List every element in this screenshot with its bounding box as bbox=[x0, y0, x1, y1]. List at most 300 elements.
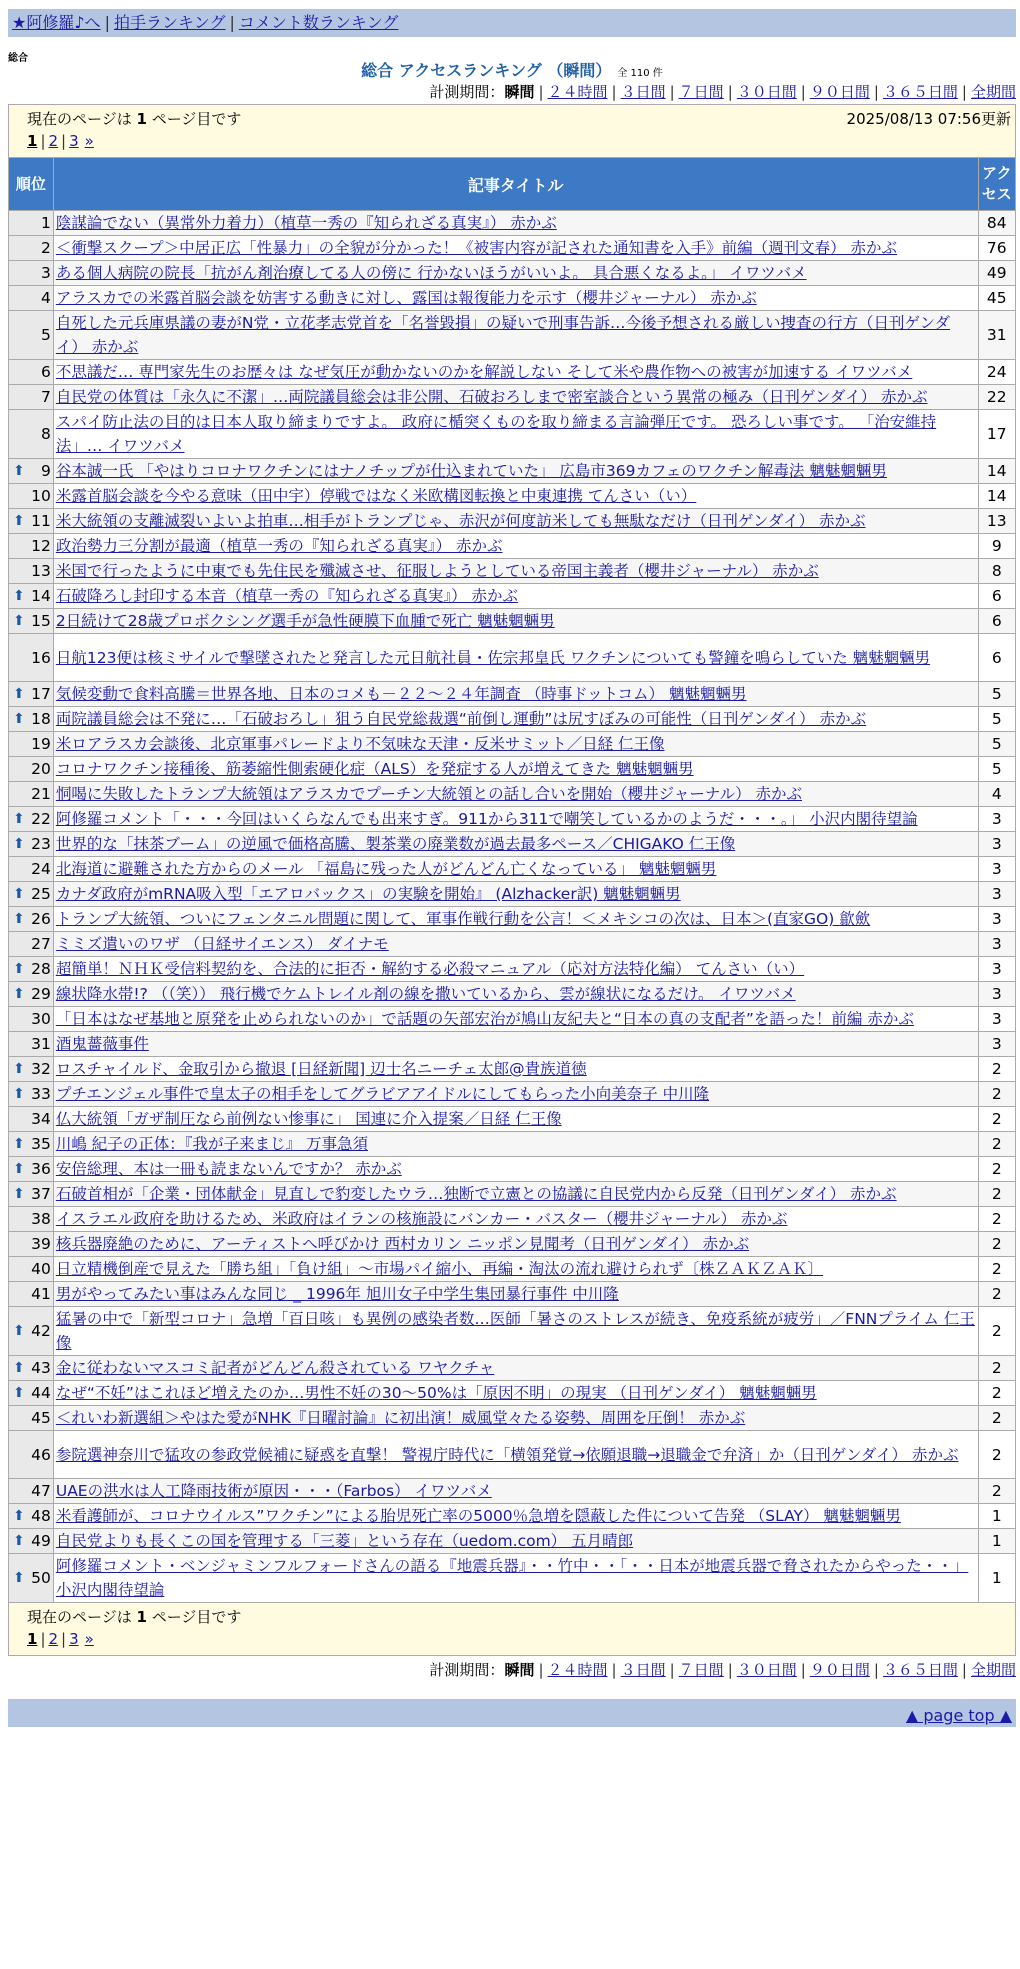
rank-number: 19 bbox=[31, 735, 51, 753]
period-link[interactable]: ７日間 bbox=[678, 1661, 724, 1679]
title-cell bbox=[53, 1282, 978, 1307]
arrow-up-icon: ⬆ bbox=[13, 961, 25, 977]
title-cell bbox=[53, 982, 978, 1007]
rank-number: 10 bbox=[31, 487, 51, 505]
page-info-top bbox=[8, 104, 1016, 157]
title-cell bbox=[53, 757, 978, 782]
rank-number: 30 bbox=[31, 1010, 51, 1028]
table-row bbox=[9, 857, 1016, 882]
access-count: 45 bbox=[978, 286, 1015, 311]
rank-cell bbox=[9, 609, 54, 634]
rank-cell bbox=[9, 882, 54, 907]
table-row bbox=[9, 1406, 1016, 1431]
title-cell bbox=[53, 1257, 978, 1282]
rank-number: 18 bbox=[31, 710, 51, 728]
access-count: 9 bbox=[978, 534, 1015, 559]
access-count: 49 bbox=[978, 261, 1015, 286]
table-row bbox=[9, 1132, 1016, 1157]
article-link[interactable]: 線状降水帯!? （（笑）） 飛行機でケムトレイル剤の線を撒いているから、雲が線状になるだけ。 イワツバメ bbox=[55, 985, 796, 1003]
title-cell bbox=[53, 1132, 978, 1157]
separator: | bbox=[40, 1630, 46, 1648]
article-link[interactable]: 男がやってみたい事はみんな同じ _ 1996年 旭川女子中学生集団暴行事件 中川隆 bbox=[55, 1285, 619, 1303]
table-row bbox=[9, 957, 1016, 982]
access-count: 3 bbox=[978, 982, 1015, 1007]
separator: | bbox=[669, 83, 675, 101]
article-link[interactable]: 気候変動で食料高騰＝世界各地、日本のコメも－２２～２４年調査 （時事ドットコム） 魑魅魍魎男 bbox=[55, 685, 747, 703]
article-link[interactable]: ある個人病院の院長「抗がん剤治療してる人の傍に 行かないほうがいいよ。 具合悪くなるよ。」 イワツバメ bbox=[55, 264, 807, 282]
title-cell bbox=[53, 957, 978, 982]
rank-cell bbox=[9, 1431, 54, 1479]
rank-cell bbox=[9, 385, 54, 410]
separator: | bbox=[800, 1661, 806, 1679]
ranking-table bbox=[8, 157, 1016, 1603]
article-link[interactable]: 両院議員総会は不発に…「石破おろし」狙う自民党総裁選“前倒し運動”は尻すぼみの可能性（日刊ゲンダイ） 赤かぶ bbox=[55, 710, 867, 728]
arrow-up-icon: ⬆ bbox=[13, 613, 25, 629]
table-row bbox=[9, 385, 1016, 410]
arrow-up-icon: ⬆ bbox=[13, 1161, 25, 1177]
rank-cell bbox=[9, 1479, 54, 1504]
article-link[interactable]: 自死した元兵庫県議の妻がN党・立花孝志党首を「名誉毀損」の疑いで刑事告訴…今後予想される厳しい捜査の行方（日刊ゲンダイ） 赤かぶ bbox=[55, 314, 951, 356]
clap-ranking-link[interactable]: 拍手ランキング bbox=[113, 13, 226, 32]
article-link[interactable]: 石破首相が「企業・団体献金」見直しで豹変したウラ…独断で立憲との協議に自民党内から反発（日刊ゲンダイ） 赤かぶ bbox=[55, 1185, 897, 1203]
updated-time: 2025/08/13 07:56更新 bbox=[846, 110, 1011, 128]
access-count: 2 bbox=[978, 1057, 1015, 1082]
table-row bbox=[9, 534, 1016, 559]
access-count: 4 bbox=[978, 782, 1015, 807]
rank-cell bbox=[9, 807, 54, 832]
table-row bbox=[9, 1356, 1016, 1381]
rank-number: 2 bbox=[40, 239, 51, 257]
rank-number: 35 bbox=[31, 1135, 51, 1153]
article-link[interactable]: 米ロアラスカ会談後、北京軍事パレードより不気味な天津・反米サミット／日経 仁王像 bbox=[55, 735, 665, 753]
rank-cell bbox=[9, 1157, 54, 1182]
arrow-up-icon: ⬆ bbox=[13, 811, 25, 827]
page-link[interactable]: 1 bbox=[27, 1630, 38, 1648]
table-row bbox=[9, 682, 1016, 707]
article-link[interactable]: ＜れいわ新選組＞やはた愛がNHK『日曜討論』に初出演！威風堂々たる姿勢、周囲を圧倒！ 赤かぶ bbox=[55, 1409, 746, 1427]
rank-number: 23 bbox=[31, 835, 51, 853]
article-link[interactable]: 日航123便は核ミサイルで撃墜されたと発言した元日航社員・佐宗邦皇氏 ワクチンについても警鐘を鳴らしていた 魑魅魍魎男 bbox=[55, 648, 931, 667]
period-link[interactable]: 全期間 bbox=[970, 83, 1016, 101]
rank-number: 44 bbox=[31, 1384, 51, 1402]
title-cell bbox=[53, 236, 978, 261]
access-count: 6 bbox=[978, 584, 1015, 609]
rank-number: 7 bbox=[40, 388, 51, 406]
table-row bbox=[9, 311, 1016, 360]
page-link[interactable]: 3 bbox=[69, 132, 79, 150]
access-count: 3 bbox=[978, 907, 1015, 932]
arrow-up-icon: ⬆ bbox=[13, 1533, 25, 1549]
article-link[interactable]: 米大統領の支離滅裂いよいよ拍車…相手がトランプじゃ、赤沢が何度訪米しても無駄なだけ（日刊ゲンダイ） 赤かぶ bbox=[55, 512, 866, 530]
article-link[interactable]: 「日本はなぜ基地と原発を止められないのか」で話題の矢部宏治が鳩山友紀夫と“日本の真の支配者”を語った！前編 赤かぶ bbox=[55, 1010, 914, 1028]
title-cell bbox=[53, 1107, 978, 1132]
rank-cell bbox=[9, 832, 54, 857]
access-count: 2 bbox=[978, 1207, 1015, 1232]
rank-cell bbox=[9, 707, 54, 732]
table-row bbox=[9, 932, 1016, 957]
rank-number: 50 bbox=[31, 1569, 51, 1587]
access-count: 3 bbox=[978, 857, 1015, 882]
article-link[interactable]: UAEの洪水は人工降雨技術が原因・・・（Farbos） イワツバメ bbox=[55, 1482, 492, 1500]
rank-number: 15 bbox=[31, 612, 51, 630]
period-link[interactable]: ９０日間 bbox=[809, 83, 870, 101]
access-count: 2 bbox=[978, 1282, 1015, 1307]
rank-number: 25 bbox=[31, 885, 51, 903]
period-selector bbox=[8, 1659, 1016, 1682]
rank-number: 32 bbox=[31, 1060, 51, 1078]
page-link[interactable]: 1 bbox=[27, 132, 38, 150]
article-link[interactable]: 超簡単！ＮＨＫ受信料契約を、合法的に拒否・解約する必殺マニュアル（応対方法特化編） てんさい（い） bbox=[55, 960, 805, 978]
title-cell bbox=[53, 634, 978, 682]
article-link[interactable]: 2日続けて28歳プロボクシング選手が急性硬膜下血腫で死亡 魑魅魍魎男 bbox=[55, 612, 555, 630]
title-cell bbox=[53, 410, 978, 459]
table-row bbox=[9, 1529, 1016, 1554]
separator: | bbox=[538, 83, 544, 101]
table-row bbox=[9, 509, 1016, 534]
access-count: 76 bbox=[978, 236, 1015, 261]
rank-cell bbox=[9, 732, 54, 757]
rank-cell bbox=[9, 857, 54, 882]
access-count: 6 bbox=[978, 609, 1015, 634]
rank-cell bbox=[9, 1182, 54, 1207]
article-link[interactable]: 阿修羅コメント・ベンジャミンフルフォードさんの語る『地震兵器』・・竹中・・「・・日本が地震兵器で脅されたからやった・・」 小沢内閣待望論 bbox=[55, 1557, 969, 1599]
article-link[interactable]: ロスチャイルド、金取引から撤退 [日経新聞] 辺士名ニーチェ太郎@貴族道徳 bbox=[55, 1060, 587, 1078]
title-cell bbox=[53, 1007, 978, 1032]
period-current: 瞬間 bbox=[504, 83, 535, 101]
access-count: 2 bbox=[978, 1356, 1015, 1381]
title-cell bbox=[53, 484, 978, 509]
rank-number: 38 bbox=[31, 1210, 51, 1228]
rank-cell bbox=[9, 932, 54, 957]
access-count: 24 bbox=[978, 360, 1015, 385]
title-cell bbox=[53, 1431, 978, 1479]
separator: | bbox=[873, 83, 879, 101]
table-row bbox=[9, 882, 1016, 907]
period-current: 瞬間 bbox=[504, 1661, 535, 1679]
article-link[interactable]: 米国で行ったように中東でも先住民を殲滅させ、征服しようとしている帝国主義者（櫻井ジャーナル） 赤かぶ bbox=[55, 562, 819, 580]
table-row bbox=[9, 1479, 1016, 1504]
article-link[interactable]: 石破降ろし封印する本音（植草一秀の『知られざる真実』） 赤かぶ bbox=[55, 587, 519, 605]
rank-cell bbox=[9, 1307, 54, 1356]
access-count: 31 bbox=[978, 311, 1015, 360]
title-cell bbox=[53, 682, 978, 707]
access-count: 5 bbox=[978, 757, 1015, 782]
article-link[interactable]: なぜ“不妊”はこれほど増えたのか…男性不妊の30～50%は「原因不明」の現実 （日刊ゲンダイ） 魑魅魍魎男 bbox=[55, 1384, 817, 1402]
article-link[interactable]: アラスカでの米露首脳会談を妨害する動きに対し、露国は報復能力を示す（櫻井ジャーナル） 赤かぶ bbox=[55, 289, 757, 307]
article-link[interactable]: カナダ政府がmRNA吸入型「エアロバックス」の実験を開始』 (Alzhacker訳) 魑魅魍魎男 bbox=[55, 885, 681, 903]
table-row bbox=[9, 1082, 1016, 1107]
arrow-up-icon: ⬆ bbox=[13, 463, 25, 479]
rank-cell bbox=[9, 1504, 54, 1529]
rank-number: 37 bbox=[31, 1185, 51, 1203]
article-link[interactable]: 世界的な「抹茶ブーム」の逆風で価格高騰、製茶業の廃業数が過去最多ペース／CHIGAKO 仁王像 bbox=[55, 835, 736, 853]
access-count: 3 bbox=[978, 932, 1015, 957]
article-link[interactable]: トランプ大統領、ついにフェンタニル問題に関して、軍事作戦行動を公言！＜メキシコの次は、日本＞(直家GO) 歙歛 bbox=[55, 910, 871, 928]
page-link[interactable]: 2 bbox=[48, 132, 59, 150]
current-page-text bbox=[27, 108, 241, 129]
title-cell bbox=[53, 1057, 978, 1082]
table-row bbox=[9, 1282, 1016, 1307]
access-count: 5 bbox=[978, 682, 1015, 707]
rank-cell bbox=[9, 1282, 54, 1307]
title-cell bbox=[53, 509, 978, 534]
article-link[interactable]: 米露首脳会談を今やる意味（田中宇）停戦ではなく米欧構図転換と中東連携 てんさい（い） bbox=[55, 487, 697, 505]
period-link[interactable]: 全期間 bbox=[970, 1661, 1016, 1679]
next-page-link[interactable]: » bbox=[84, 132, 94, 150]
rank-cell bbox=[9, 1132, 54, 1157]
title-cell bbox=[53, 609, 978, 634]
rank-number: 26 bbox=[31, 910, 51, 928]
separator: | bbox=[61, 1630, 67, 1648]
article-link[interactable]: 川嶋 紀子の正体：『我が子来まじ』 万事急須 bbox=[55, 1135, 368, 1153]
title-cell bbox=[53, 1356, 978, 1381]
rank-cell bbox=[9, 1529, 54, 1554]
access-count: 3 bbox=[978, 1007, 1015, 1032]
article-link[interactable]: スパイ防止法の目的は日本人取り締まりですよ。 政府に楯突くものを取り締まる言論弾圧です。 恐ろしい事です。 「治安維持法」… イワツバメ bbox=[55, 413, 937, 455]
separator: | bbox=[727, 83, 733, 101]
bottom-bar bbox=[8, 1699, 1016, 1727]
access-header: アクセス bbox=[978, 158, 1015, 211]
access-count: 3 bbox=[978, 832, 1015, 857]
period-link[interactable]: ３日間 bbox=[620, 1661, 666, 1679]
rank-cell bbox=[9, 1032, 54, 1057]
title-cell bbox=[53, 1307, 978, 1356]
rank-cell bbox=[9, 757, 54, 782]
home-link[interactable]: ★阿修羅♪へ bbox=[12, 13, 101, 32]
rank-number: 31 bbox=[31, 1035, 51, 1053]
article-link[interactable]: ミミズ遣いのワザ （日経サイエンス） ダイナモ bbox=[55, 935, 389, 953]
period-link[interactable]: ７日間 bbox=[678, 83, 724, 101]
access-count: 14 bbox=[978, 459, 1015, 484]
access-count: 2 bbox=[978, 1132, 1015, 1157]
rank-cell bbox=[9, 1381, 54, 1406]
page-text-post: ページ目です bbox=[146, 1608, 242, 1626]
article-link[interactable]: 仏大統領「ガザ制圧なら前例ない惨事に」 国連に介入提案／日経 仁王像 bbox=[55, 1110, 562, 1128]
title-cell bbox=[53, 807, 978, 832]
period-link[interactable]: ３０日間 bbox=[736, 1661, 797, 1679]
title-cell bbox=[53, 857, 978, 882]
table-row bbox=[9, 707, 1016, 732]
title-cell bbox=[53, 1157, 978, 1182]
category-label: 総合 bbox=[8, 53, 28, 64]
rank-number: 49 bbox=[31, 1532, 51, 1550]
page-text-pre: 現在のページは bbox=[27, 110, 137, 128]
article-link[interactable]: 北海道に避難された方からのメール 「福島に残った人がどんどん亡くなっている」 魑魅魍魎男 bbox=[55, 860, 717, 878]
period-link[interactable]: ９０日間 bbox=[809, 1661, 870, 1679]
rank-cell bbox=[9, 634, 54, 682]
article-link[interactable]: 猛暑の中で「新型コロナ」急増「百日咳」も異例の感染者数…医師「暑さのストレスが続き、免疫系統が疲労」／FNNプライム 仁王像 bbox=[55, 1310, 975, 1352]
title-cell bbox=[53, 1529, 978, 1554]
article-link[interactable]: 谷本誠一氏 「やはりコロナワクチンにはナノチップが仕込まれていた」 広島市369カフェのワクチン解毒法 魑魅魍魎男 bbox=[55, 462, 887, 480]
article-link[interactable]: 安倍総理、本は一冊も読まないんですか？ 赤かぶ bbox=[55, 1160, 402, 1178]
article-link[interactable]: 日立精機倒産で見えた「勝ち組」「負け組」～市場パイ縮小、再編・淘汰の流れ避けられず〔株ＺＡＫＺＡＫ〕 bbox=[55, 1260, 824, 1278]
rank-number: 36 bbox=[31, 1160, 51, 1178]
rank-number: 21 bbox=[31, 785, 51, 803]
table-row bbox=[9, 1182, 1016, 1207]
current-page-text bbox=[27, 1606, 241, 1627]
period-link[interactable]: ２４時間 bbox=[547, 1661, 608, 1679]
page-text-pre: 現在のページは bbox=[27, 1608, 137, 1626]
rank-number: 47 bbox=[31, 1482, 51, 1500]
article-link[interactable]: 不思議だ… 専門家先生のお歴々は なぜ気圧が動かないのかを解説しない そして米や農作物への被害が加速する イワツバメ bbox=[55, 363, 913, 381]
article-link[interactable]: イスラエル政府を助けるため、米政府はイランの核施設にバンカー・バスター（櫻井ジャーナル） 赤かぶ bbox=[55, 1210, 788, 1228]
arrow-up-icon: ⬆ bbox=[13, 1360, 25, 1376]
arrow-up-icon: ⬆ bbox=[13, 1061, 25, 1077]
table-row bbox=[9, 982, 1016, 1007]
rank-cell bbox=[9, 236, 54, 261]
page bbox=[8, 9, 1016, 1727]
title-header: 記事タイトル bbox=[53, 158, 978, 211]
article-link[interactable]: 金に従わないマスコミ記者がどんどん殺されている ワヤクチャ bbox=[55, 1359, 495, 1377]
table-row bbox=[9, 1232, 1016, 1257]
separator: | bbox=[961, 1661, 967, 1679]
period-label: 計測期間： bbox=[429, 1661, 505, 1679]
separator: | bbox=[611, 83, 617, 101]
next-page-link[interactable]: » bbox=[84, 1630, 94, 1648]
article-link[interactable]: 参院選神奈川で猛攻の参政党候補に疑惑を直撃！ 警視庁時代に「横領発覚→依願退職→退職金で弁済」か（日刊ゲンダイ） 赤かぶ bbox=[55, 1445, 959, 1464]
comment-ranking-link[interactable]: コメント数ランキング bbox=[238, 13, 399, 32]
rank-number: 42 bbox=[31, 1322, 51, 1340]
rank-number: 16 bbox=[31, 648, 51, 667]
rank-cell bbox=[9, 1554, 54, 1603]
title-cell bbox=[53, 559, 978, 584]
page-top-link[interactable]: ▲ page top ▲ bbox=[905, 1706, 1012, 1725]
title-cell bbox=[53, 1504, 978, 1529]
table-row bbox=[9, 1504, 1016, 1529]
arrow-up-icon: ⬆ bbox=[13, 836, 25, 852]
title-cell bbox=[53, 1082, 978, 1107]
title-cell bbox=[53, 1232, 978, 1257]
rank-cell bbox=[9, 957, 54, 982]
access-count: 3 bbox=[978, 957, 1015, 982]
rank-number: 5 bbox=[40, 326, 51, 344]
access-count: 2 bbox=[978, 1157, 1015, 1182]
access-count: 1 bbox=[978, 1554, 1015, 1603]
title-cell bbox=[53, 286, 978, 311]
arrow-up-icon: ⬆ bbox=[13, 1136, 25, 1152]
title-cell bbox=[53, 1406, 978, 1431]
article-link[interactable]: ＜衝撃スクープ＞中居正広「性暴力」の全貌が分かった！《被害内容が記された通知書を入手》前編（週刊文春） 赤かぶ bbox=[55, 239, 898, 257]
table-row bbox=[9, 484, 1016, 509]
period-link[interactable]: ３０日間 bbox=[736, 83, 797, 101]
rank-number: 29 bbox=[31, 985, 51, 1003]
table-row bbox=[9, 1157, 1016, 1182]
table-row bbox=[9, 236, 1016, 261]
separator: | bbox=[873, 1661, 879, 1679]
arrow-up-icon: ⬆ bbox=[13, 911, 25, 927]
rank-number: 13 bbox=[31, 562, 51, 580]
current-page-number: 1 bbox=[136, 110, 147, 128]
rank-cell bbox=[9, 211, 54, 236]
rank-number: 46 bbox=[31, 1445, 51, 1464]
article-link[interactable]: 酒鬼薔薇事件 bbox=[55, 1035, 149, 1053]
rank-cell bbox=[9, 484, 54, 509]
article-link[interactable]: 恫喝に失敗したトランプ大統領はアラスカでプーチン大統領との話し合いを開始（櫻井ジャーナル） 赤かぶ bbox=[55, 785, 802, 803]
title-cell bbox=[53, 360, 978, 385]
table-row bbox=[9, 1381, 1016, 1406]
table-row bbox=[9, 732, 1016, 757]
rank-number: 27 bbox=[31, 935, 51, 953]
separator: | bbox=[669, 1661, 675, 1679]
title-cell bbox=[53, 534, 978, 559]
title-cell bbox=[53, 459, 978, 484]
period-link[interactable]: ３６５日間 bbox=[882, 1661, 958, 1679]
arrow-up-icon: ⬆ bbox=[13, 1186, 25, 1202]
table-row bbox=[9, 584, 1016, 609]
table-row bbox=[9, 1032, 1016, 1057]
article-link[interactable]: プチエンジェル事件で皇太子の相手をしてグラビアアイドルにしてもらった小向美奈子 中川隆 bbox=[55, 1085, 710, 1103]
title-cell bbox=[53, 584, 978, 609]
rank-cell bbox=[9, 1107, 54, 1132]
article-link[interactable]: コロナワクチン接種後、筋萎縮性側索硬化症（ALS）を発症する人が増えてきた 魑魅魍魎男 bbox=[55, 760, 694, 778]
rank-cell bbox=[9, 410, 54, 459]
access-count: 2 bbox=[978, 1257, 1015, 1282]
access-count: 2 bbox=[978, 1107, 1015, 1132]
access-count: 2 bbox=[978, 1431, 1015, 1479]
access-count: 8 bbox=[978, 559, 1015, 584]
rank-number: 43 bbox=[31, 1359, 51, 1377]
rank-cell bbox=[9, 1007, 54, 1032]
rank-cell bbox=[9, 360, 54, 385]
title-cell bbox=[53, 1032, 978, 1057]
page-link[interactable]: 3 bbox=[69, 1630, 79, 1648]
period-link[interactable]: ２４時間 bbox=[547, 83, 608, 101]
rank-number: 39 bbox=[31, 1235, 51, 1253]
rank-cell bbox=[9, 982, 54, 1007]
arrow-up-icon: ⬆ bbox=[13, 711, 25, 727]
rank-cell bbox=[9, 682, 54, 707]
period-link[interactable]: ３６５日間 bbox=[882, 83, 958, 101]
pagination bbox=[27, 132, 94, 150]
separator: | bbox=[727, 1661, 733, 1679]
title-cell bbox=[53, 311, 978, 360]
rank-header: 順位 bbox=[9, 158, 54, 211]
page-info-bottom bbox=[8, 1603, 1016, 1656]
article-link[interactable]: 米看護師が、コロナウイルス”ワクチン”による胎児死亡率の5000％急増を隠蔽した件について告発 （SLAY） 魑魅魍魎男 bbox=[55, 1507, 901, 1525]
rank-number: 8 bbox=[40, 425, 51, 443]
page-link[interactable]: 2 bbox=[48, 1630, 59, 1648]
separator: | bbox=[538, 1661, 544, 1679]
rank-number: 28 bbox=[31, 960, 51, 978]
table-row bbox=[9, 782, 1016, 807]
page-title bbox=[8, 61, 1016, 81]
article-link[interactable]: 阿修羅コメント「・・・今回はいくらなんでも出来すぎ。911から311で嘲笑しているかのようだ・・・。」 小沢内閣待望論 bbox=[55, 810, 918, 828]
table-row bbox=[9, 1257, 1016, 1282]
rank-number: 12 bbox=[31, 537, 51, 555]
article-link[interactable]: 自民党の体質は「永久に不潔」…両院議員総会は非公開、石破おろしまで密室談合という異常の極み（日刊ゲンダイ） 赤かぶ bbox=[55, 388, 928, 406]
article-link[interactable]: 陰謀論でない（異常外力着力）（植草一秀の『知られざる真実』） 赤かぶ bbox=[55, 214, 557, 232]
table-row bbox=[9, 807, 1016, 832]
rank-number: 3 bbox=[40, 264, 51, 282]
access-count: 2 bbox=[978, 1232, 1015, 1257]
table-row bbox=[9, 1207, 1016, 1232]
article-link[interactable]: 政治勢力三分割が最適（植草一秀の『知られざる真実』） 赤かぶ bbox=[55, 537, 503, 555]
article-link[interactable]: 核兵器廃絶のために、アーティストへ呼びかけ 西村カリン ニッポン見聞考（日刊ゲンダイ） 赤かぶ bbox=[55, 1235, 750, 1253]
arrow-up-icon: ⬆ bbox=[13, 686, 25, 702]
rank-number: 4 bbox=[40, 289, 51, 307]
period-label: 計測期間： bbox=[429, 83, 505, 101]
access-count: 14 bbox=[978, 484, 1015, 509]
rank-cell bbox=[9, 907, 54, 932]
title-cell bbox=[53, 1182, 978, 1207]
table-row bbox=[9, 1007, 1016, 1032]
period-link[interactable]: ３日間 bbox=[620, 83, 666, 101]
rank-number: 9 bbox=[40, 462, 51, 480]
table-row bbox=[9, 286, 1016, 311]
arrow-up-icon: ⬆ bbox=[13, 1323, 25, 1339]
article-link[interactable]: 自民党よりも長くこの国を管理する「三菱」という存在（uedom.com） 五月晴郎 bbox=[55, 1532, 634, 1550]
access-count: 3 bbox=[978, 807, 1015, 832]
